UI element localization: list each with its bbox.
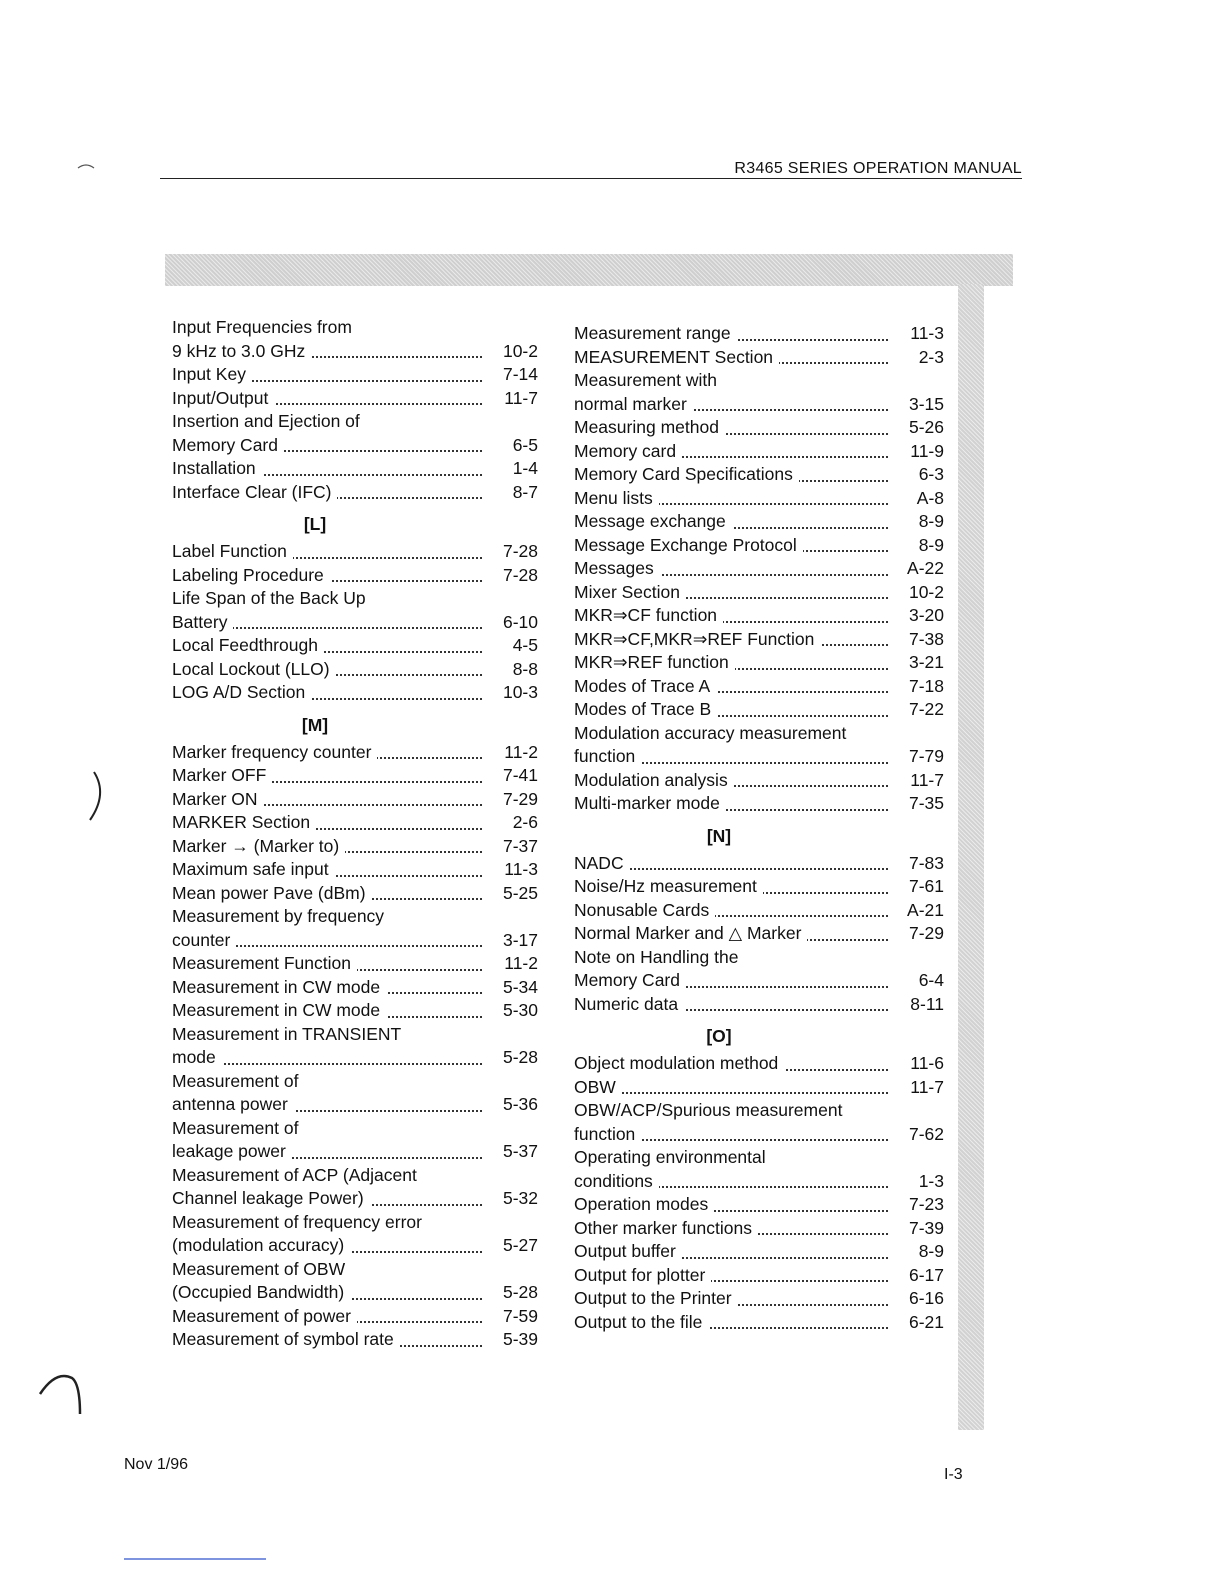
index-entry-term: Normal Marker and △ Marker [574, 923, 807, 943]
index-entry [574, 1240, 944, 1264]
index-entry-term: Output to the Printer [574, 1288, 738, 1308]
index-section-heading: [O] [706, 1026, 732, 1046]
index-entry-term: Output to the file [574, 1312, 708, 1332]
index-entry-term: Marker OFF [172, 765, 272, 785]
index-entry-page: 7-39 [890, 1217, 944, 1241]
index-entry-term: Measurement Function [172, 953, 357, 973]
index-entry-term: Message exchange [574, 511, 732, 531]
index-entry [172, 1258, 538, 1282]
index-entry [574, 875, 944, 899]
index-entry [574, 322, 944, 346]
index-entry-page: 11-2 [484, 741, 538, 765]
index-entry-term: Operating environmental [574, 1147, 772, 1167]
index-entry-page: 5-25 [484, 882, 538, 906]
shaded-side-strip [958, 284, 984, 1430]
index-entry-term: (Occupied Bandwidth) [172, 1282, 350, 1302]
index-entry [172, 1328, 538, 1352]
index-entry-page: 6-10 [484, 611, 538, 635]
index-entry [574, 899, 944, 923]
index-entry-term: Battery [172, 612, 233, 632]
binding-hole-mark-icon [36, 1368, 96, 1420]
index-entry-page: 6-3 [890, 463, 944, 487]
index-entry-term: Output buffer [574, 1241, 682, 1261]
index-entry-term: Measuring method [574, 417, 725, 437]
index-entry [574, 722, 944, 746]
index-entry-term: Maximum safe input [172, 859, 335, 879]
index-entry [574, 1311, 944, 1335]
index-entry [172, 1117, 538, 1141]
index-entry-page: 8-11 [890, 993, 944, 1017]
index-entry-term: LOG A/D Section [172, 682, 311, 702]
index-entry [574, 1287, 944, 1311]
index-entry-page: 5-28 [484, 1281, 538, 1305]
index-entry-term: Modes of Trace B [574, 699, 717, 719]
index-entry-term: MEASUREMENT Section [574, 347, 779, 367]
index-entry-term: leakage power [172, 1141, 292, 1161]
index-entry-page: 8-7 [484, 481, 538, 505]
index-entry-page: 8-9 [890, 510, 944, 534]
index-entry [172, 1187, 538, 1211]
index-entry-term: Input Key [172, 364, 252, 384]
index-entry [172, 363, 538, 387]
index-entry-term: Measurement of OBW [172, 1259, 351, 1279]
index-entry-page: A-22 [890, 557, 944, 581]
index-entry-term: Numeric data [574, 994, 684, 1014]
index-entry [172, 1234, 538, 1258]
index-entry [172, 1093, 538, 1117]
index-entry [574, 922, 944, 946]
index-entry-term: Local Lockout (LLO) [172, 659, 336, 679]
index-entry-term: function [574, 1124, 641, 1144]
index-entry [574, 1217, 944, 1241]
index-entry-page: 7-35 [890, 792, 944, 816]
index-entry-page: 6-4 [890, 969, 944, 993]
index-entry-term: Measurement with [574, 370, 723, 390]
index-entry-page: 11-7 [890, 1076, 944, 1100]
index-entry [574, 1193, 944, 1217]
index-entry-term: Channel leakage Power) [172, 1188, 370, 1208]
index-entry-term: Measurement range [574, 323, 737, 343]
index-entry [172, 858, 538, 882]
index-section-heading: [L] [303, 514, 327, 534]
index-entry-term: Marker → (Marker to) [172, 836, 345, 856]
index-entry-page: 7-83 [890, 852, 944, 876]
index-entry-term: Nonusable Cards [574, 900, 715, 920]
index-entry [172, 905, 538, 929]
index-entry [574, 946, 944, 970]
index-entry-page: 7-28 [484, 564, 538, 588]
index-entry [172, 1305, 538, 1329]
index-entry-page: 11-6 [890, 1052, 944, 1076]
index-entry [172, 658, 538, 682]
index-entry [172, 540, 538, 564]
scan-line-mark-icon [124, 1556, 270, 1562]
index-entry [172, 1140, 538, 1164]
index-entry-page: 6-16 [890, 1287, 944, 1311]
index-entry-page: 7-37 [484, 835, 538, 859]
footer-date: Nov 1/96 [124, 1456, 189, 1473]
index-entry-term: Object modulation method [574, 1053, 784, 1073]
index-entry [574, 557, 944, 581]
index-entry-page: 5-30 [484, 999, 538, 1023]
index-entry-page: 10-2 [890, 581, 944, 605]
index-entry-page: 7-22 [890, 698, 944, 722]
index-entry-term: Measurement of [172, 1071, 304, 1091]
index-entry [574, 1076, 944, 1100]
index-entry-term: Memory card [574, 441, 682, 461]
index-entry [574, 675, 944, 699]
index-entry-term: Installation [172, 458, 262, 478]
index-entry [172, 1046, 538, 1070]
index-entry-page: 11-7 [890, 769, 944, 793]
index-entry-term: Measurement of power [172, 1306, 357, 1326]
index-entry-page: 8-8 [484, 658, 538, 682]
scan-mark-icon [76, 160, 106, 180]
index-entry [172, 434, 538, 458]
index-entry-term: mode [172, 1047, 222, 1067]
index-entry-page: 5-26 [890, 416, 944, 440]
index-entry-term: MKR⇒CF function [574, 605, 723, 625]
index-entry [172, 788, 538, 812]
index-entry-page: 7-38 [890, 628, 944, 652]
index-entry-page: 6-17 [890, 1264, 944, 1288]
index-entry [172, 952, 538, 976]
index-entry-term: Marker ON [172, 789, 264, 809]
index-entry-term: MKR⇒CF,MKR⇒REF Function [574, 629, 820, 649]
index-entry [574, 993, 944, 1017]
index-entry [574, 1099, 944, 1123]
index-entry-term: (modulation accuracy) [172, 1235, 350, 1255]
index-column-right [574, 322, 944, 1334]
index-entry [172, 387, 538, 411]
index-entry-term: Multi-marker mode [574, 793, 726, 813]
index-entry [574, 698, 944, 722]
index-entry-page: 6-5 [484, 434, 538, 458]
index-entry [574, 416, 944, 440]
index-entry [172, 1281, 538, 1305]
index-entry-term: Insertion and Ejection of [172, 411, 366, 431]
index-entry [574, 1264, 944, 1288]
index-entry [172, 457, 538, 481]
index-entry-term: Measurement in CW mode [172, 1000, 386, 1020]
index-entry [574, 604, 944, 628]
index-entry-term: MKR⇒REF function [574, 652, 735, 672]
index-entry [574, 393, 944, 417]
index-entry-page: 3-15 [890, 393, 944, 417]
index-entry [574, 581, 944, 605]
index-entry-term: Labeling Procedure [172, 565, 330, 585]
index-entry-term: Operation modes [574, 1194, 714, 1214]
index-entry-term: Measurement of ACP (Adjacent [172, 1165, 423, 1185]
index-entry [172, 764, 538, 788]
index-entry-page: 3-21 [890, 651, 944, 675]
header-rule [160, 178, 1022, 179]
index-entry-term: Output for plotter [574, 1265, 711, 1285]
index-entry [574, 792, 944, 816]
index-entry-term: Label Function [172, 541, 293, 561]
index-entry-page: 5-36 [484, 1093, 538, 1117]
index-entry-term: Messages [574, 558, 660, 578]
index-entry-term: MARKER Section [172, 812, 316, 832]
index-entry [574, 346, 944, 370]
index-entry-term: Measurement in TRANSIENT [172, 1024, 407, 1044]
index-entry [172, 999, 538, 1023]
index-entry-term: Measurement by frequency [172, 906, 390, 926]
index-entry-page: 7-18 [890, 675, 944, 699]
index-entry [172, 340, 538, 364]
index-entry-page: 7-41 [484, 764, 538, 788]
index-entry-term: Message Exchange Protocol [574, 535, 803, 555]
index-entry [172, 634, 538, 658]
index-entry-term: Modulation accuracy measurement [574, 723, 852, 743]
index-entry-page: 7-62 [890, 1123, 944, 1147]
index-entry-term: 9 kHz to 3.0 GHz [172, 341, 311, 361]
index-entry-page: 11-3 [484, 858, 538, 882]
index-entry [172, 410, 538, 434]
index-entry [172, 929, 538, 953]
index-entry [574, 1123, 944, 1147]
index-entry-page: 7-28 [484, 540, 538, 564]
index-entry-page: 5-39 [484, 1328, 538, 1352]
index-entry-term: counter [172, 930, 236, 950]
index-entry-page: 5-28 [484, 1046, 538, 1070]
index-entry-term: Life Span of the Back Up [172, 588, 372, 608]
index-entry-page: 8-9 [890, 1240, 944, 1264]
index-entry-page: 7-59 [484, 1305, 538, 1329]
index-entry-page: 7-23 [890, 1193, 944, 1217]
index-entry [574, 510, 944, 534]
index-entry-term: Input/Output [172, 388, 274, 408]
index-entry-term: Noise/Hz measurement [574, 876, 763, 896]
index-entry [574, 651, 944, 675]
index-entry-page: 5-34 [484, 976, 538, 1000]
index-entry-page: 11-3 [890, 322, 944, 346]
index-entry-term: Note on Handling the [574, 947, 744, 967]
index-entry-page: 7-29 [890, 922, 944, 946]
index-entry [574, 440, 944, 464]
footer-page-number: I-3 [944, 1466, 963, 1483]
index-entry-page: 8-9 [890, 534, 944, 558]
index-entry-term: Modulation analysis [574, 770, 734, 790]
binding-hole-mark-icon [84, 768, 114, 828]
index-entry-page: 3-17 [484, 929, 538, 953]
index-entry [172, 811, 538, 835]
index-entry [172, 976, 538, 1000]
index-entry [172, 1070, 538, 1094]
index-entry [172, 882, 538, 906]
index-entry-page: 1-3 [890, 1170, 944, 1194]
index-entry-page: 3-20 [890, 604, 944, 628]
index-entry [574, 1170, 944, 1194]
index-entry-page: 2-3 [890, 346, 944, 370]
index-entry-page: 5-37 [484, 1140, 538, 1164]
index-entry-page: 4-5 [484, 634, 538, 658]
index-entry [574, 369, 944, 393]
index-entry-page: 1-4 [484, 457, 538, 481]
index-entry-page: 10-3 [484, 681, 538, 705]
index-entry [574, 1052, 944, 1076]
index-entry-page: 11-7 [484, 387, 538, 411]
index-entry-term: conditions [574, 1171, 659, 1191]
index-entry-term: OBW/ACP/Spurious measurement [574, 1100, 848, 1120]
index-entry-page: A-8 [890, 487, 944, 511]
index-entry-term: Memory Card Specifications [574, 464, 799, 484]
index-section-heading: [N] [706, 825, 732, 846]
index-entry-term: Local Feedthrough [172, 635, 324, 655]
index-entry-term: Measurement of [172, 1118, 304, 1138]
index-entry [172, 681, 538, 705]
index-entry-term: Marker frequency counter [172, 742, 377, 762]
index-entry [172, 1164, 538, 1188]
index-entry-page: 7-14 [484, 363, 538, 387]
index-entry [574, 969, 944, 993]
index-entry-page: 11-9 [890, 440, 944, 464]
index-entry-term: antenna power [172, 1094, 294, 1114]
index-entry [574, 463, 944, 487]
index-entry-page: 5-32 [484, 1187, 538, 1211]
index-entry [172, 1023, 538, 1047]
index-entry-term: Menu lists [574, 488, 659, 508]
index-entry-page: A-21 [890, 899, 944, 923]
index-entry-page: 10-2 [484, 340, 538, 364]
shaded-header-band [165, 254, 1013, 286]
index-entry [172, 611, 538, 635]
index-entry [172, 587, 538, 611]
index-entry [172, 481, 538, 505]
index-entry-page: 2-6 [484, 811, 538, 835]
index-entry [574, 487, 944, 511]
page-header-title: R3465 SERIES OPERATION MANUAL [734, 160, 1022, 177]
index-entry [574, 852, 944, 876]
index-entry-term: Mean power Pave (dBm) [172, 883, 372, 903]
index-entry [172, 316, 538, 340]
index-entry-page: 6-21 [890, 1311, 944, 1335]
index-entry-term: OBW [574, 1077, 622, 1097]
index-entry-page: 7-79 [890, 745, 944, 769]
index-entry-term: Modes of Trace A [574, 676, 716, 696]
index-entry-page: 7-61 [890, 875, 944, 899]
index-entry-term: NADC [574, 853, 630, 873]
index-column-left [172, 316, 538, 1352]
index-entry-page: 7-29 [484, 788, 538, 812]
index-entry-term: function [574, 746, 641, 766]
index-entry-page: 5-27 [484, 1234, 538, 1258]
index-entry [172, 1211, 538, 1235]
index-entry-term: Measurement of frequency error [172, 1212, 428, 1232]
index-entry [172, 564, 538, 588]
index-entry-term: Other marker functions [574, 1218, 758, 1238]
index-entry-term: Measurement of symbol rate [172, 1329, 400, 1349]
index-entry [574, 534, 944, 558]
index-entry [172, 835, 538, 859]
index-entry-term: Interface Clear (IFC) [172, 482, 337, 502]
index-entry [574, 769, 944, 793]
index-entry-page: 11-2 [484, 952, 538, 976]
index-entry-term: Memory Card [172, 435, 284, 455]
index-entry [172, 741, 538, 765]
index-entry-term: Mixer Section [574, 582, 686, 602]
index-entry [574, 628, 944, 652]
index-entry [574, 1146, 944, 1170]
index-entry [574, 745, 944, 769]
index-section-heading: [M] [301, 714, 329, 735]
index-entry-term: Measurement in CW mode [172, 977, 386, 997]
index-entry-term: Input Frequencies from [172, 317, 358, 337]
index-entry-term: Memory Card [574, 970, 686, 990]
index-entry-term: normal marker [574, 394, 693, 414]
